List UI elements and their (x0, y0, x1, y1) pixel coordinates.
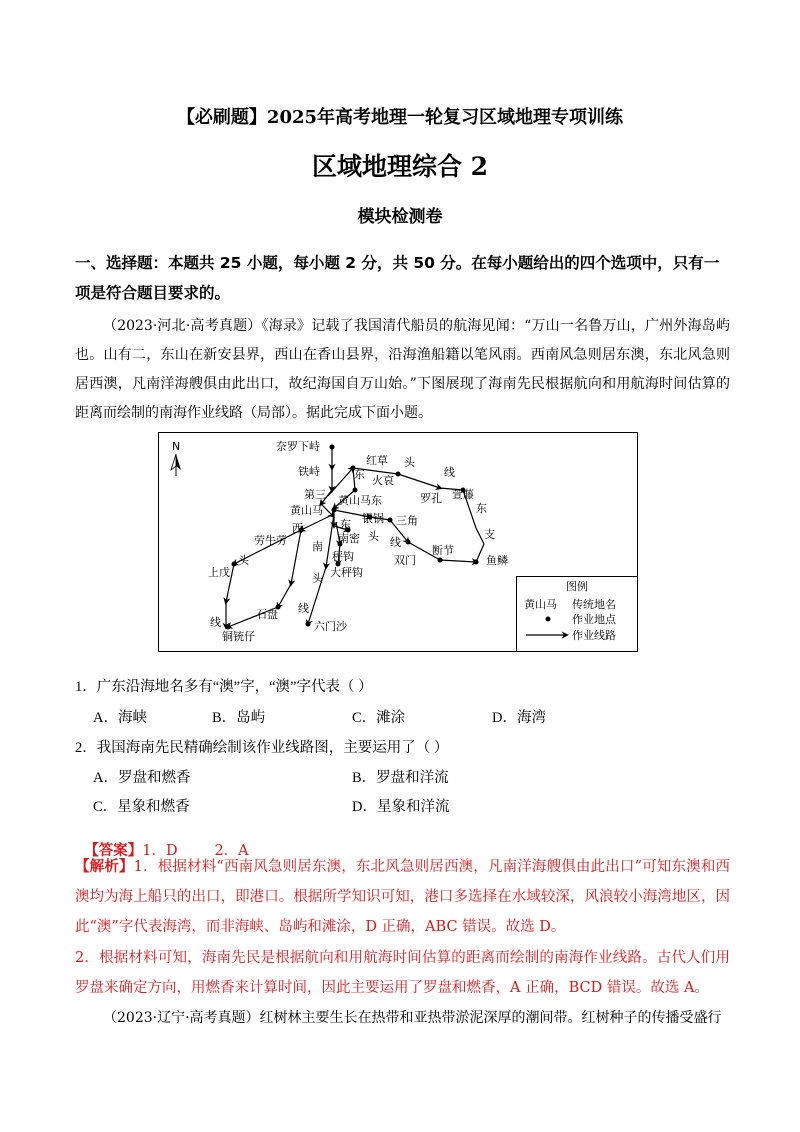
place-label: 石盘 (256, 608, 278, 621)
place-label: 东 (476, 502, 487, 515)
place-label: 劳牛劳 (254, 534, 287, 547)
question-1-option-d: D．海湾 (492, 710, 546, 726)
place-label: 断节 (432, 544, 454, 557)
material-paragraph: （2023·河北·高考真题）《海录》记载了我国清代船员的航海见闻：“万山一名鲁万山，广州外海岛屿也。山有二，东山在新安县界，西山在香山县界，沿海渔船籍以笔风雨。西南风急则居东澳，东北风急则居西澳，凡南洋海艘俱由此出口，故纪海国自万山始。”下图展现了海南先民根据航向和用航海时间估算的距离而绘制的南海作业线路（局部）。据此完成下面小题。 (75, 318, 730, 421)
analysis-label: 【解析】 (75, 858, 134, 875)
place-label: 南 (312, 540, 323, 553)
section-title: 模块检测卷 (357, 207, 443, 227)
legend-title: 图例 (566, 580, 588, 593)
place-label: 黄山马 (290, 504, 323, 517)
legend-route-label: 作业线路 (572, 629, 616, 642)
place-label: 火哀 (372, 474, 394, 487)
question-2-option-b: B．罗盘和洋流 (352, 770, 449, 786)
legend-point-icon (546, 617, 551, 622)
place-label: 罗孔 (420, 492, 442, 505)
place-label: 南密 (338, 532, 360, 545)
answer-label: 【答案】 (84, 842, 143, 859)
place-label: 秤钩 (332, 550, 354, 563)
analysis-paragraph-1 (75, 852, 730, 942)
legend-name-label: 传统地名 (572, 598, 616, 611)
place-label: 东 (354, 468, 365, 481)
place-label: 三角 (396, 514, 418, 527)
north-label: N (172, 440, 181, 453)
question-1-option-a: A．海峡 (93, 710, 147, 726)
question-2-option-d: D．星象和洋流 (352, 799, 450, 815)
place-label: 线 (444, 466, 455, 479)
place-label: 大秤钩 (330, 566, 363, 579)
place-label: 第三 (304, 488, 326, 501)
place-label: 奈罗下峙 (276, 440, 320, 453)
place-label: 线 (298, 602, 309, 615)
place-label: 银锅 (362, 512, 384, 525)
place-label: 线 (390, 536, 401, 549)
question-2-option-a: A．罗盘和燃香 (93, 770, 191, 786)
map-legend (517, 577, 638, 652)
place-label: 铁峙 (298, 465, 320, 478)
place-label: 上戊 (208, 566, 230, 579)
place-label: 铜铳仔 (222, 630, 255, 643)
place-label: 东 (340, 518, 351, 531)
place-label: 线 (210, 616, 221, 629)
place-label: 萱藤 (452, 488, 474, 501)
place-label: 头 (404, 456, 415, 469)
place-label: 黄山马东 (338, 494, 382, 507)
question-1-stem: 1．广东沿海地名多有“澳”字，“澳”字代表（ ） (75, 679, 373, 695)
legend-name-sample: 黄山马 (524, 598, 557, 611)
question-2-option-c: C．星象和燃香 (93, 799, 190, 815)
place-label: 鱼鳞 (486, 554, 508, 567)
answer-text: 1．D 2．A (142, 843, 249, 859)
next-material-paragraph: （2023·辽宁·高考真题）红树林主要生长在热带和亚热带淤泥深厚的潮间带。红树种子的传播受盛行 (103, 1010, 722, 1026)
place-label: 支 (484, 528, 495, 541)
analysis-paragraph-2: 2．根据材料可知，海南先民是根据航向和用航海时间估算的距离而绘制的南海作业线路。古代人们用罗盘来确定方向，用燃香来计算时间，因此主要运用了罗盘和燃香，A 正确，BCD 错误。故选 A。 (75, 950, 730, 996)
place-label: 头 (368, 530, 379, 543)
doc-subtitle: 区域地理综合 2 (311, 152, 489, 181)
place-label: 头 (312, 572, 323, 585)
question-2-stem: 2．我国海南先民精确绘制该作业线路图，主要运用了（ ） (75, 740, 449, 756)
doc-title: 【必刷题】2025年高考地理一轮复习区域地理专项训练 (176, 107, 624, 128)
question-1-option-b: B．岛屿 (212, 710, 266, 726)
place-label: 红草 (366, 454, 388, 467)
place-label: 双门 (394, 554, 416, 567)
question-1-option-c: C．滩涂 (352, 710, 406, 726)
place-label: 西 (292, 522, 303, 535)
section-intro: 一、选择题：本题共 25 小题，每小题 2 分，共 50 分。在每小题给出的四个选项中，只有一项是符合题目要求的。 (75, 254, 720, 302)
place-label: 头 (238, 554, 249, 567)
legend-point-label: 作业地点 (572, 613, 616, 626)
analysis-text-1: 1．根据材料“西南风急则居东澳，东北风急则居西澳，凡南洋海艘俱由此出口”可知东澳和西澳均为海上船只的出口，即港口。根据所学知识可知，港口多选择在水域较深，风浪较小海湾地区，因此“澳”字代表海湾，而非海峡、岛屿和滩涂，D 正确，ABC 错误。故选 D。 (75, 859, 730, 935)
route-map (158, 432, 638, 652)
place-label: 六门沙 (314, 620, 347, 633)
